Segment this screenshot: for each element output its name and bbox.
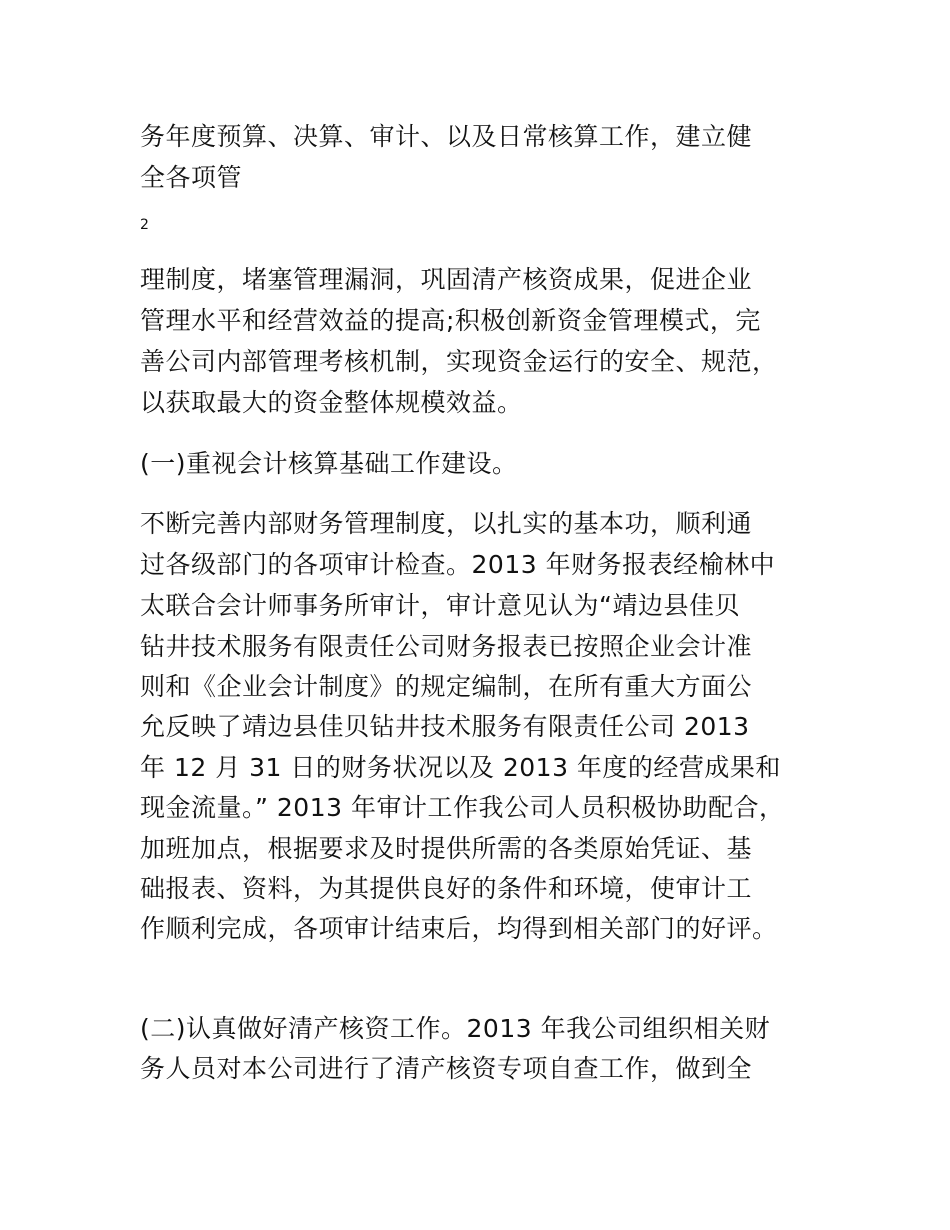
text-line: 现金流量。” 2013 年审计工作我公司人员积极协助配合， [140,793,785,822]
text-line: 务年度预算、决算、审计、以及日常核算工作，建立健 [140,122,753,151]
text-line: 加班加点，根据要求及时提供所需的各类原始凭证、基 [140,834,753,863]
text-line: 则和《企业会计制度》的规定编制，在所有重大方面公 [140,672,753,701]
text-line: 善公司内部管理考核机制，实现资金运行的安全、规范， [140,347,778,376]
text-line: 作顺利完成，各项审计结束后，均得到相关部门的好评。 [140,914,778,943]
text-line: 太联合会计师事务所审计，审计意见认为“靖边县佳贝 [140,591,740,620]
section-heading: (二)认真做好清产核资工作。2013 年我公司组织相关财 [140,1014,771,1043]
text-line: 年 12 月 31 日的财务状况以及 2013 年度的经营成果和 [140,753,781,782]
page-number: 2 [140,217,149,233]
text-line: 全各项管 [140,163,243,192]
text-line: 管理水平和经营效益的提高;积极创新资金管理模式，完 [140,306,761,335]
section-heading: (一)重视会计核算基础工作建设。 [140,449,518,478]
text-line: 不断完善内部财务管理制度，以扎实的基本功，顺利通 [140,509,753,538]
text-line: 过各级部门的各项审计检查。2013 年财务报表经榆林中 [140,550,776,579]
text-line: 理制度，堵塞管理漏洞，巩固清产核资成果，促进企业 [140,265,753,294]
text-line: 础报表、资料，为其提供良好的条件和环境，使审计工 [140,874,753,903]
text-line: 钻井技术服务有限责任公司财务报表已按照企业会计准 [140,632,753,661]
text-line: 务人员对本公司进行了清产核资专项自查工作，做到全 [140,1054,753,1083]
text-line: 以获取最大的资金整体规模效益。 [140,388,523,417]
text-line: 允反映了靖边县佳贝钻井技术服务有限责任公司 2013 [140,712,750,741]
